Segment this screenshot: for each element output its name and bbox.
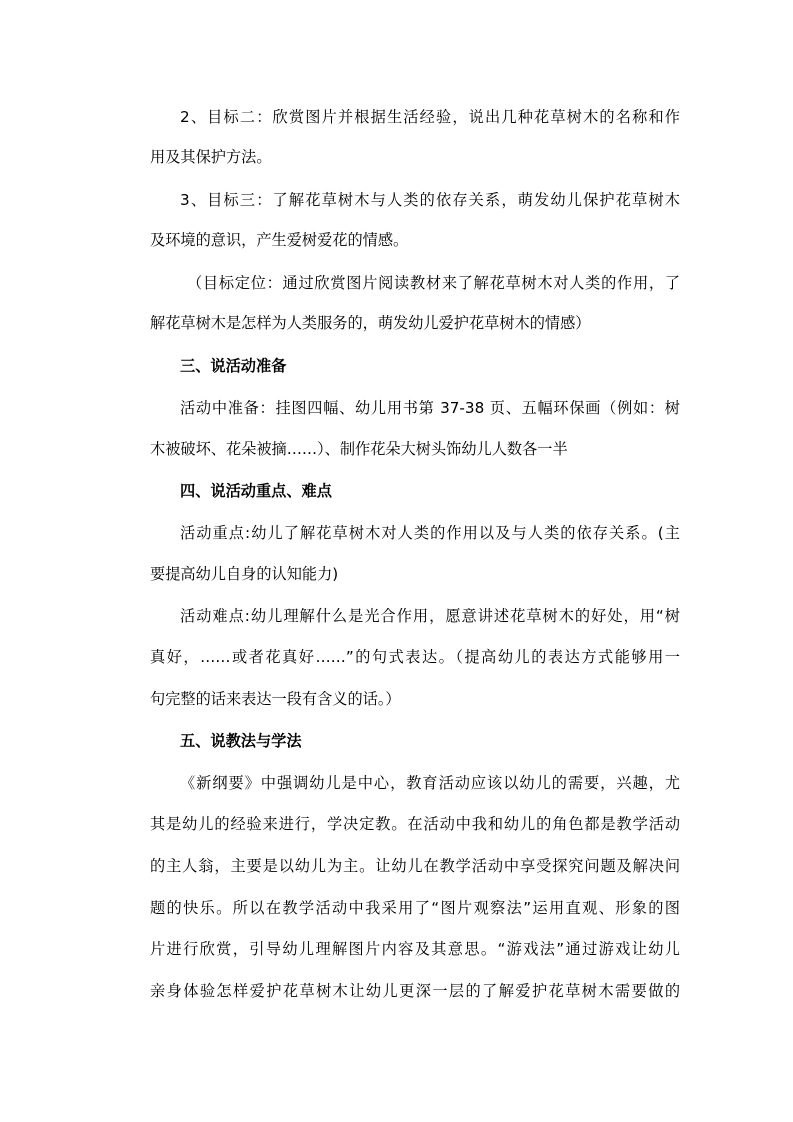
- paragraph-key-point-line-1: 活动重点:幼儿了解花草树木对人类的作用以及与人类的依存关系。(主: [180, 524, 680, 542]
- paragraph-methods-line-5: 片进行欣赏，引导幼儿理解图片内容及其意思。“游戏法”通过游戏让幼儿: [150, 940, 680, 958]
- paragraph-goal-two-line-1: 2、目标二：欣赏图片并根据生活经验，说出几种花草树木的名称和作: [180, 108, 680, 126]
- section-heading-key-difficult-points: 四、说活动重点、难点: [180, 482, 332, 500]
- section-heading-teaching-learning-methods: 五、说教法与学法: [180, 732, 302, 750]
- paragraph-difficult-point-line-2: 真好，……或者花真好……”的句式表达。（提高幼儿的表达方式能够用一: [150, 648, 680, 666]
- paragraph-key-point-line-2: 要提高幼儿自身的认知能力): [150, 565, 339, 583]
- paragraph-goal-position-line-2: 解花草树木是怎样为人类服务的，萌发幼儿爱护花草树木的情感）: [150, 314, 591, 332]
- paragraph-goal-position-line-1: （目标定位：通过欣赏图片阅读教材来了解花草树木对人类的作用，了: [187, 274, 680, 292]
- paragraph-goal-three-line-1: 3、目标三：了解花草树木与人类的依存关系，萌发幼儿保护花草树木: [180, 191, 680, 209]
- paragraph-preparation-line-1: 活动中准备：挂图四幅、幼儿用书第 37-38 页、五幅环保画（例如：树: [180, 399, 680, 417]
- paragraph-methods-line-2: 其是幼儿的经验来进行，学决定教。在活动中我和幼儿的角色都是教学活动: [150, 815, 680, 833]
- paragraph-methods-line-1: 《新纲要》中强调幼儿是中心，教育活动应该以幼儿的需要，兴趣，尤: [180, 774, 680, 792]
- paragraph-methods-line-6: 亲身体验怎样爱护花草树木让幼儿更深一层的了解爱护花草树木需要做的: [150, 982, 680, 1000]
- paragraph-goal-two-line-2: 用及其保护方法。: [150, 148, 272, 166]
- paragraph-methods-line-3: 的主人翁，主要是以幼儿为主。让幼儿在教学活动中享受探究问题及解决问: [150, 857, 680, 875]
- section-heading-activity-preparation: 三、说活动准备: [180, 357, 287, 375]
- paragraph-methods-line-4: 题的快乐。所以在教学活动中我采用了“图片观察法”运用直观、形象的图: [150, 899, 680, 917]
- paragraph-difficult-point-line-3: 句完整的话来表达一段有含义的话。）: [150, 690, 401, 708]
- paragraph-goal-three-line-2: 及环境的意识，产生爱树爱花的情感。: [150, 231, 409, 249]
- paragraph-preparation-line-2: 木被破坏、花朵被摘……）、制作花朵大树头饰幼儿人数各一半: [150, 440, 568, 458]
- paragraph-difficult-point-line-1: 活动难点:幼儿理解什么是光合作用，愿意讲述花草树木的好处，用“树: [180, 607, 680, 625]
